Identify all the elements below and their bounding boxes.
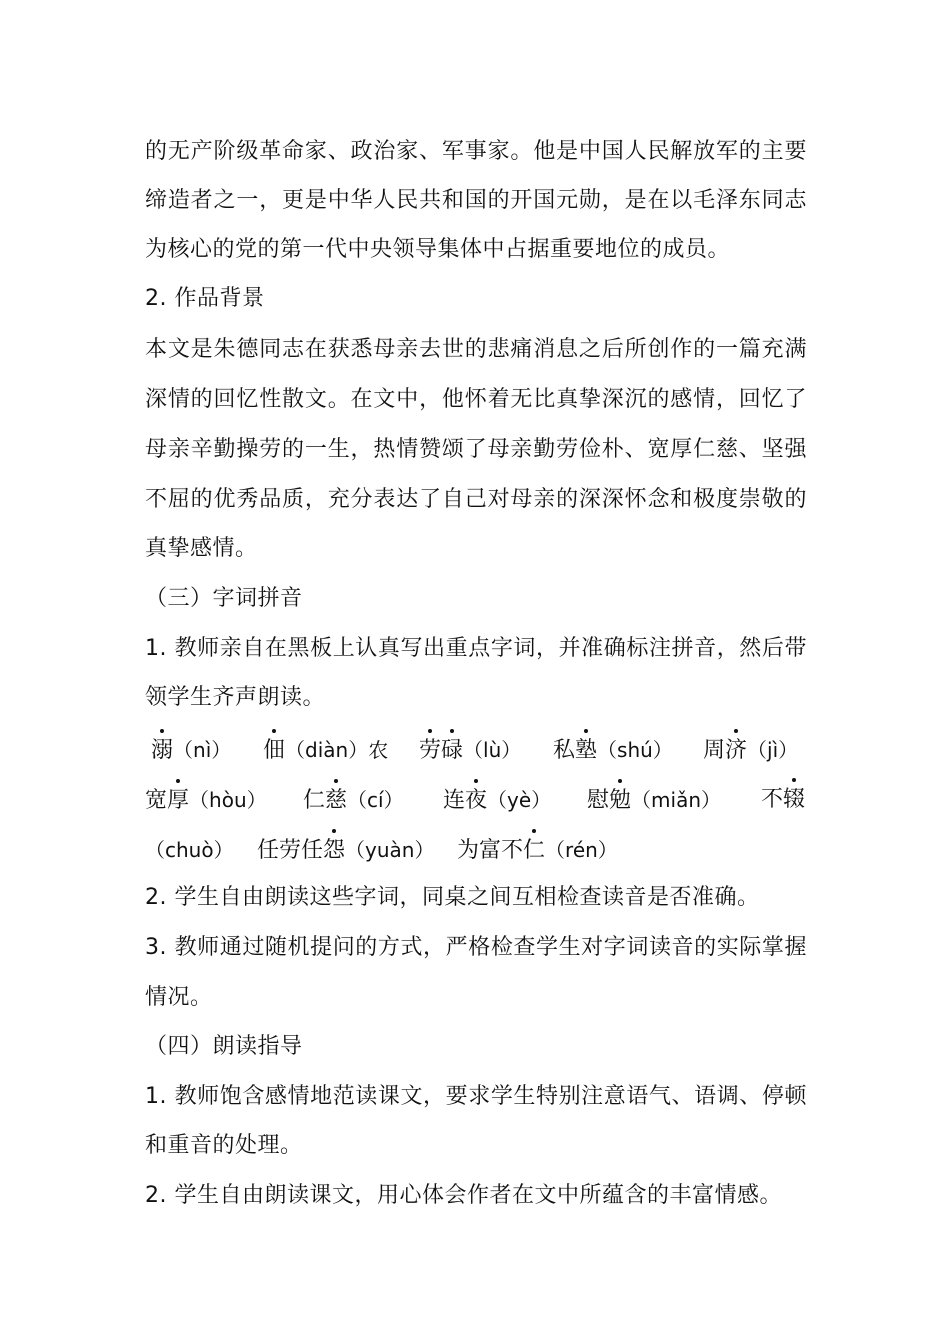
pinyin: （jì）	[747, 738, 799, 762]
dotted-char: 辍	[783, 784, 805, 816]
text-line: 为核心的党的第一代中央领导集体中占据重要地位的成员。	[145, 237, 731, 262]
text-line: 不屈的优秀品质，充分表达了自己对母亲的深深怀念和极度崇敬的	[145, 487, 807, 512]
vocab-item	[257, 834, 434, 867]
dotted-char: 厚	[167, 785, 189, 817]
dotted-char: 塾	[575, 735, 597, 767]
section-heading: （三）字词拼音	[145, 586, 303, 611]
pinyin: （shú）	[597, 738, 673, 762]
section-heading: 2. 作品背景	[145, 286, 265, 311]
section-heading: （四）朗读指导	[145, 1034, 303, 1059]
text-line: 本文是朱德同志在获悉母亲去世的悲痛消息之后所创作的一篇充满	[145, 337, 807, 362]
dotted-char: 慈	[325, 785, 347, 817]
text-line: 2. 学生自由朗读这些字词，同桌之间互相检查读音是否准确。	[145, 885, 760, 910]
vocab-item	[263, 734, 388, 767]
vocab-char: 私	[553, 738, 576, 763]
vocab-char: 仁	[303, 788, 326, 813]
text-line: 深情的回忆性散文。在文中，他怀着无比真挚深沉的感情，回忆了	[145, 387, 807, 412]
vocab-item	[761, 784, 805, 816]
dotted-char: 溺	[151, 735, 173, 767]
vocab-char: 不	[761, 787, 784, 812]
text-line: 真挚感情。	[145, 536, 258, 561]
vocab-item	[443, 784, 551, 817]
vocab-item	[457, 834, 618, 867]
text-line: 情况。	[145, 985, 213, 1010]
dotted-char: 劳	[419, 735, 441, 767]
pinyin: （chuò）	[145, 838, 234, 862]
vocab-char: 任劳任	[257, 838, 324, 863]
pinyin: （lù）	[463, 738, 522, 762]
text-line: 2. 学生自由朗读课文，用心体会作者在文中所蕴含的丰富情感。	[145, 1183, 782, 1208]
text-line: 1. 教师饱含感情地范读课文，要求学生特别注意语气、语调、停顿	[145, 1084, 807, 1109]
vocab-item	[145, 784, 267, 817]
pinyin: （nì）	[173, 738, 232, 762]
vocab-item	[419, 734, 521, 767]
dotted-char: 佃	[263, 735, 285, 767]
text-line: 的无产阶级革命家、政治家、军事家。他是中国人民解放军的主要	[145, 139, 807, 164]
pinyin: （hòu）	[189, 788, 267, 812]
vocab-char: 为富不	[457, 838, 524, 863]
text-line: 3. 教师通过随机提问的方式，严格检查学生对字词读音的实际掌握	[145, 935, 807, 960]
text-line: 缔造者之一，更是中华人民共和国的开国元勋，是在以毛泽东同志	[145, 188, 807, 213]
pinyin: （diàn）农	[285, 738, 389, 762]
pinyin: （miǎn）	[631, 788, 722, 812]
vocab-char: 慰	[587, 788, 610, 813]
vocab-item	[703, 734, 798, 767]
text-line: 母亲辛勤操劳的一生，热情赞颂了母亲勤劳俭朴、宽厚仁慈、坚强	[145, 437, 807, 462]
vocab-item	[303, 784, 404, 817]
vocab-item	[587, 784, 721, 817]
vocab-item	[553, 734, 673, 767]
dotted-char: 济	[725, 735, 747, 767]
vocab-char: 连	[443, 788, 466, 813]
pinyin: （rén）	[545, 838, 618, 862]
pinyin: （yuàn）	[345, 838, 435, 862]
dotted-char: 勉	[609, 785, 631, 817]
dotted-char: 碌	[441, 735, 463, 767]
vocab-item	[151, 734, 231, 767]
pinyin: （cí）	[347, 788, 404, 812]
vocab-char: 周	[703, 738, 726, 763]
dotted-char: 仁	[523, 835, 545, 867]
dotted-char: 夜	[465, 785, 487, 817]
text-line: 领学生齐声朗读。	[145, 685, 326, 710]
pinyin: （yè）	[487, 788, 552, 812]
dotted-char: 怨	[323, 835, 345, 867]
text-line: 1. 教师亲自在黑板上认真写出重点字词，并准确标注拼音，然后带	[145, 636, 807, 661]
vocab-item	[145, 834, 234, 867]
vocab-char: 宽	[145, 788, 168, 813]
text-line: 和重音的处理。	[145, 1133, 303, 1158]
